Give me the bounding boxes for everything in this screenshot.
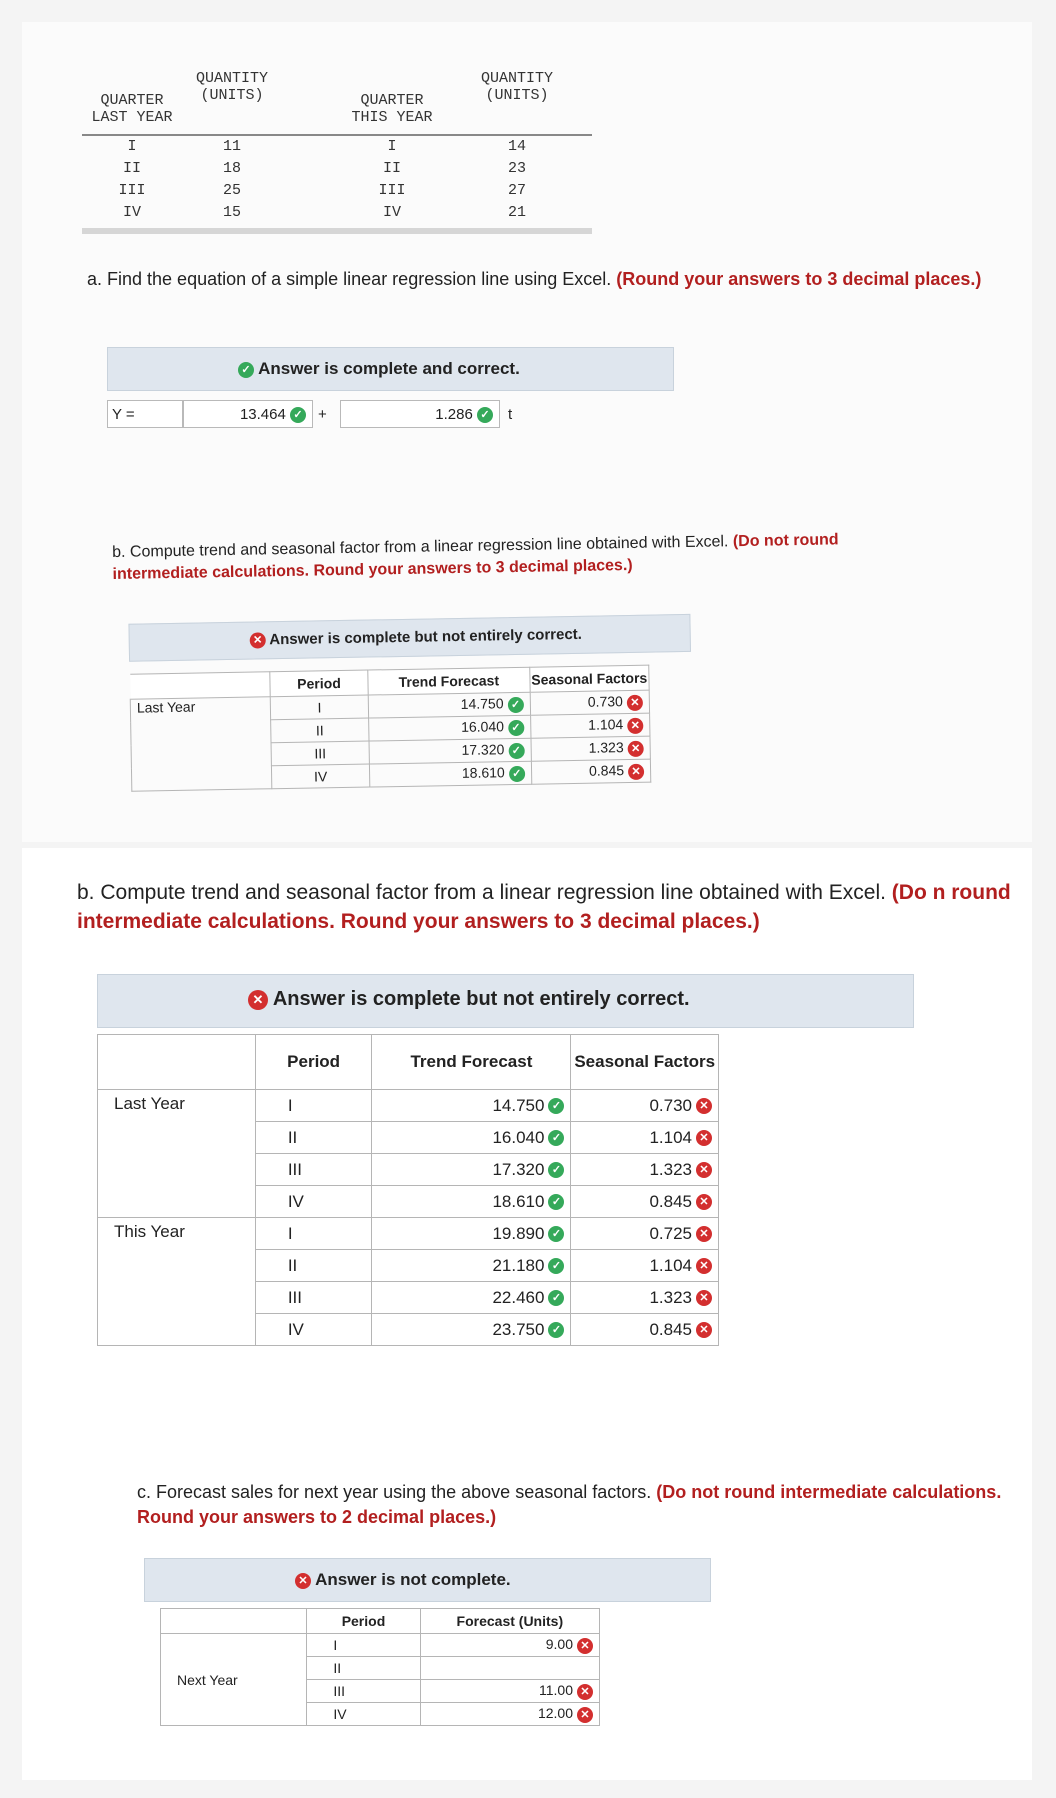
quantity-cell: 21 [507, 204, 526, 221]
period-cell: III [255, 1154, 372, 1186]
part-a-instruction: (Round your answers to 3 decimal places.) [616, 269, 982, 289]
period-cell: II [307, 1657, 420, 1680]
plus-sign: + [318, 406, 327, 423]
t-variable: t [508, 406, 513, 423]
part-b-question [77, 878, 1017, 936]
trend-value: 16.040 [460, 718, 505, 736]
x-circle-icon: ✕ [250, 632, 266, 648]
x-circle-icon: ✕ [696, 1194, 712, 1210]
forecast-value: 11.00 [539, 1682, 573, 1699]
check-icon: ✓ [548, 1226, 564, 1242]
check-icon: ✓ [548, 1258, 564, 1274]
seasonal-value: 0.845 [649, 1191, 692, 1211]
x-circle-icon: ✕ [696, 1322, 712, 1338]
check-icon: ✓ [548, 1322, 564, 1338]
check-icon: ✓ [508, 742, 524, 758]
seasonal-value: 1.323 [649, 1159, 692, 1179]
seasonal-input[interactable] [571, 1090, 719, 1122]
quarter-cell: IV [382, 204, 401, 221]
seasonal-input[interactable] [571, 1122, 719, 1154]
x-circle-icon: ✕ [577, 1638, 593, 1654]
seasonal-value: 0.845 [588, 762, 625, 780]
footer-rule [82, 228, 592, 234]
seasonal-input[interactable] [571, 1282, 719, 1314]
col-trend: Trend Forecast [372, 1035, 571, 1090]
check-icon: ✓ [290, 407, 306, 423]
table-row [98, 1218, 719, 1250]
period-cell: III [307, 1680, 420, 1703]
trend-value: 19.890 [492, 1223, 545, 1243]
forecast-input[interactable] [420, 1634, 599, 1657]
table-row [161, 1634, 600, 1657]
seasonal-value: 1.323 [649, 1287, 692, 1307]
trend-input[interactable] [372, 1250, 571, 1282]
period-cell: I [307, 1634, 420, 1657]
x-circle-icon: ✕ [627, 717, 643, 733]
x-circle-icon: ✕ [696, 1130, 712, 1146]
quantity-cell: 11 [222, 138, 241, 155]
trend-value: 17.320 [461, 741, 505, 759]
part-b-small-banner-text: Answer is complete but not entirely correct. [269, 625, 583, 649]
trend-input[interactable] [372, 1154, 571, 1186]
forecast-value: 12.00 [537, 1705, 573, 1722]
part-b-small-table [129, 665, 651, 792]
trend-input[interactable] [372, 1314, 571, 1346]
check-icon: ✓ [508, 719, 524, 735]
x-circle-icon: ✕ [577, 1707, 593, 1723]
col-period: Period [270, 670, 369, 697]
table-row [98, 1090, 719, 1122]
header-quantity-1: QUANTITY (UNITS) [195, 70, 268, 104]
col-seasonal: Seasonal Factors [571, 1035, 719, 1090]
seasonal-value: 1.104 [649, 1255, 692, 1275]
x-circle-icon: ✕ [577, 1684, 593, 1700]
check-icon: ✓ [477, 407, 493, 423]
bottom-photo-panel [22, 848, 1032, 1780]
header-quarter-last-year: QUARTER LAST YEAR [91, 92, 173, 126]
seasonal-input[interactable] [531, 759, 651, 784]
check-icon: ✓ [548, 1130, 564, 1146]
period-cell: I [270, 695, 369, 720]
x-circle-icon: ✕ [295, 1573, 311, 1589]
part-c-banner-text: Answer is not complete. [315, 1570, 511, 1589]
seasonal-input[interactable] [530, 713, 650, 738]
quantity-cell: 14 [507, 138, 526, 155]
trend-value: 16.040 [492, 1127, 545, 1147]
part-a-question [87, 267, 1017, 292]
part-c-table [160, 1608, 600, 1726]
y-label: Y = [107, 400, 183, 428]
part-c-instruction: (Do not round intermediate calculations. Round your answers to 2 decimal places.) [137, 1482, 1002, 1527]
x-circle-icon: ✕ [627, 694, 643, 710]
quarter-cell: III [378, 182, 406, 199]
part-b-small-instruction: (Do not round intermediate calculations. Round your answers to 3 decimal places.) [112, 531, 839, 583]
forecast-value: 9.00 [545, 1636, 573, 1653]
part-a-banner-text: Answer is complete and correct. [258, 359, 520, 378]
quantity-cell: 25 [222, 182, 241, 199]
quarter-cell: II [122, 160, 141, 177]
quarter-cell: II [382, 160, 401, 177]
col-forecast: Forecast (Units) [420, 1609, 599, 1634]
period-cell: IV [307, 1703, 420, 1726]
quarter-cell: IV [122, 204, 141, 221]
forecast-input[interactable] [420, 1703, 599, 1726]
x-circle-icon: ✕ [696, 1258, 712, 1274]
period-cell: I [255, 1218, 372, 1250]
seasonal-input[interactable] [530, 690, 650, 715]
col-trend: Trend Forecast [368, 667, 530, 695]
intercept-value: 13.464 [239, 406, 286, 423]
quarter-cell: I [127, 138, 137, 155]
seasonal-input[interactable] [571, 1186, 719, 1218]
check-icon: ✓ [548, 1290, 564, 1306]
quantity-cell: 23 [507, 160, 526, 177]
group-cell: Next Year [161, 1634, 307, 1726]
trend-input[interactable] [369, 738, 531, 764]
col-seasonal: Seasonal Factors [529, 665, 649, 692]
trend-value: 14.750 [460, 695, 504, 713]
x-circle-icon: ✕ [696, 1098, 712, 1114]
x-circle-icon: ✕ [696, 1290, 712, 1306]
quantity-cell: 15 [222, 204, 241, 221]
quantity-cell: 27 [507, 182, 526, 199]
check-icon: ✓ [509, 765, 525, 781]
part-b-small-banner [128, 614, 691, 662]
check-icon: ✓ [548, 1162, 564, 1178]
part-c-banner [144, 1558, 711, 1602]
seasonal-input[interactable] [531, 736, 651, 761]
trend-input[interactable] [372, 1122, 571, 1154]
part-a-question-text: a. Find the equation of a simple linear regression line using Excel. [87, 269, 617, 289]
part-b-question-text: b. Compute trend and seasonal factor from a linear regression line obtained with Excel. [77, 881, 892, 904]
part-b-small-block [112, 528, 933, 785]
trend-input[interactable] [369, 715, 531, 741]
period-cell: I [255, 1090, 372, 1122]
intercept-input[interactable] [183, 400, 313, 428]
quantity-cell: 18 [222, 160, 241, 177]
trend-value: 14.750 [492, 1095, 545, 1115]
col-period: Period [307, 1609, 420, 1634]
part-b-instruction: (Do n round intermediate calculations. Round your answers to 3 decimal places.) [77, 881, 1011, 933]
period-cell: III [255, 1282, 372, 1314]
header-rule [82, 134, 592, 136]
part-b-table [97, 1034, 719, 1346]
check-icon: ✓ [507, 696, 523, 712]
trend-input[interactable] [372, 1186, 571, 1218]
x-circle-icon: ✕ [628, 740, 644, 756]
quarter-cell: I [387, 138, 397, 155]
trend-value: 18.610 [492, 1191, 545, 1211]
quarter-cell: III [118, 182, 146, 199]
seasonal-value: 0.730 [587, 693, 624, 711]
period-cell: IV [271, 764, 370, 789]
period-cell: II [255, 1122, 372, 1154]
seasonal-value: 1.323 [588, 739, 624, 757]
part-b-small-question-text: b. Compute trend and seasonal factor from a linear regression line obtained with Excel. [112, 533, 734, 561]
trend-input[interactable] [368, 692, 530, 718]
trend-input[interactable] [372, 1282, 571, 1314]
x-circle-icon: ✕ [696, 1226, 712, 1242]
check-icon: ✓ [238, 362, 254, 378]
period-cell: II [255, 1250, 372, 1282]
seasonal-input[interactable] [571, 1218, 719, 1250]
seasonal-value: 0.725 [649, 1223, 692, 1243]
seasonal-value: 0.845 [649, 1319, 692, 1339]
trend-input[interactable] [372, 1090, 571, 1122]
check-icon: ✓ [548, 1194, 564, 1210]
slope-value: 1.286 [435, 406, 473, 423]
check-icon: ✓ [548, 1098, 564, 1114]
trend-value: 23.750 [492, 1319, 545, 1339]
seasonal-value: 1.104 [649, 1127, 692, 1147]
forecast-input[interactable] [420, 1657, 599, 1680]
seasonal-input[interactable] [571, 1314, 719, 1346]
x-circle-icon: ✕ [696, 1162, 712, 1178]
seasonal-value: 1.104 [588, 716, 624, 734]
seasonal-input[interactable] [571, 1250, 719, 1282]
trend-value: 17.320 [492, 1159, 545, 1179]
x-circle-icon: ✕ [628, 763, 644, 779]
period-cell: IV [255, 1314, 372, 1346]
part-b-banner [97, 974, 914, 1028]
top-photo-panel [22, 22, 1032, 842]
trend-value: 21.180 [492, 1255, 545, 1275]
header-quantity-2: QUANTITY (UNITS) [480, 70, 553, 104]
col-period: Period [255, 1035, 372, 1090]
trend-value: 18.610 [461, 764, 505, 782]
period-cell: III [271, 741, 370, 766]
part-a-banner [107, 347, 674, 391]
part-c-question-text: c. Forecast sales for next year using the above seasonal factors. [137, 1482, 657, 1502]
slope-input[interactable] [340, 400, 500, 428]
part-b-banner-text: Answer is complete but not entirely correct. [272, 988, 690, 1010]
trend-value: 22.460 [492, 1287, 545, 1307]
header-quarter-this-year: QUARTER THIS YEAR [351, 92, 433, 126]
part-b-small-question [112, 529, 873, 586]
seasonal-input[interactable] [571, 1154, 719, 1186]
period-cell: II [271, 718, 370, 743]
group-cell: Last Year [98, 1090, 256, 1218]
seasonal-value: 0.730 [649, 1095, 692, 1115]
period-cell: IV [255, 1186, 372, 1218]
group-cell: This Year [98, 1218, 256, 1346]
x-circle-icon: ✕ [248, 990, 268, 1010]
part-c-question [137, 1480, 1017, 1530]
trend-input[interactable] [370, 761, 532, 787]
group-cell: Last Year [130, 697, 271, 791]
forecast-input[interactable] [420, 1680, 599, 1703]
trend-input[interactable] [372, 1218, 571, 1250]
